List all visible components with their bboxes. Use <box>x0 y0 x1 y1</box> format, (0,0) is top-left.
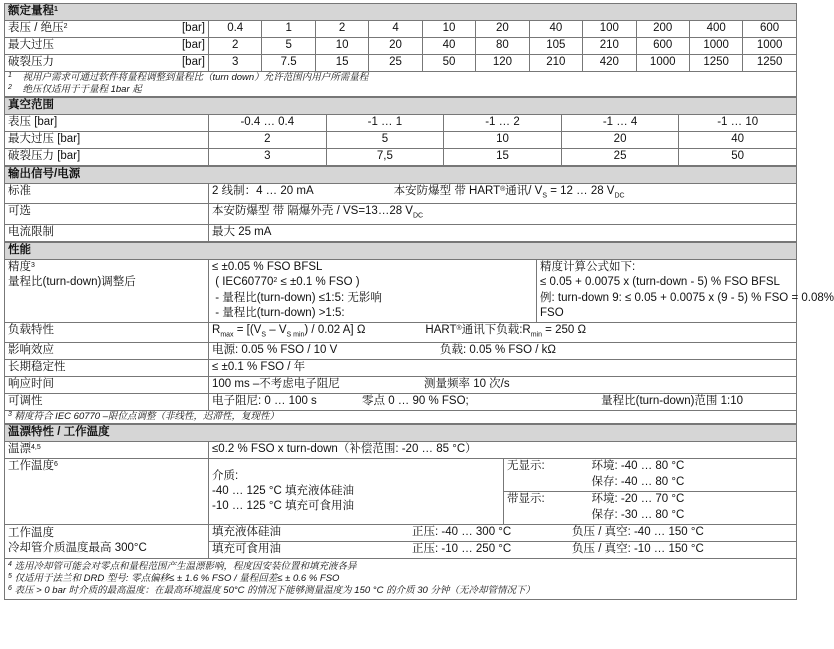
table-row: 电流限制 最大 25 mA <box>5 224 797 241</box>
rated-range-title: 额定量程$^1$ <box>5 4 797 21</box>
rated-notes: $^1$ 视用户需求可通过软件将量程调整到量程比（turn down）允许范围内用户所需量程 $^2$ 绝压仅适用于于量程 1bar 起 <box>5 72 797 97</box>
performance-table <box>4 242 834 424</box>
output-title: 输出信号/电源 <box>5 167 797 184</box>
table-row: 破裂压力 [bar] 3 7,5 15 25 50 <box>5 149 797 166</box>
table-row: 工作温度 冷却管介质温度最高 300°C 填充液体硅油 正压: -40 … 300 °C 负压 / 真空: -40 … 150 °C <box>5 524 797 541</box>
table-row: 破裂压力 [bar] 3 7.5 15 25 50 120 210 420 1000 1250 1250 <box>5 55 797 72</box>
table-row: 可选 本安防爆型 带 隔爆外壳 / VS=13…28 $V_{DC}$ <box>5 204 797 224</box>
table-row: 表压 / 绝压$^2$ [bar] 0.4 1 2 4 10 20 40 100 200 400 600 <box>5 21 797 38</box>
table-row: 最大过压 [bar] 2 5 10 20 40 80 105 210 600 1000 1000 <box>5 38 797 55</box>
table-row: 标准 2 线制：4 … 20 mA 本安防爆型 带 HART®通讯/ $V_S = 12$ … 28 $V_{DC}$ <box>5 184 797 204</box>
table-row: 带显示: 环境: -20 … 70 °C <box>5 491 797 508</box>
vacuum-title: 真空范围 <box>5 98 797 115</box>
table-row: 填充可食用油 正压: -10 … 250 °C 负压 / 真空: -10 … 150 °C <box>5 541 797 558</box>
performance-note: $^3$ 精度符合 IEC 60770 –限位点调整（非线性，迟滞性，复现性） <box>5 410 797 423</box>
table-row: 工作温度$^6$ 介质: -40 … 125 °C 填充液体硅油 -10 … 125 °C 填充可食用油 无显示: 环境: -40 … 80 °C <box>5 458 797 475</box>
output-table <box>4 166 797 242</box>
table-row: 最大过压 [bar] 2 5 10 20 40 <box>5 132 797 149</box>
table-row: 可调性 电子阻尼: 0 … 100 s 零点 0 … 90 % FSO; 量程比(turn-down)范围 1:10 <box>5 393 797 410</box>
spec-sheet <box>4 3 834 600</box>
table-row: 影响效应 电源: 0.05 % FSO / 10 V 负载: 0.05 % FSO / kΩ <box>5 342 797 359</box>
performance-title: 性能 <box>5 242 797 259</box>
table-row: 精度$^3$ 量程比(turn-down)调整后 ≤ ±0.05 % FSO BFSL ( $IEC60770^2 \le \pm 0.1$ % FSO ) - 量程比(turn-down) ≤1:5: 无影响 - 量程比(turn-down) >1:5: 精度计算公式如下: ≤ 0.05 + 0.0075 x (turn-down - 5) % FSO BFSL 例: turn-down 9: ≤ 0.05 + 0.0075 x (9 - 5) % FSO = 0.08% FSO <box>5 259 797 322</box>
table-row: 表压 [bar] -0.4 … 0.4 -1 … 1 -1 … 2 -1 … 4 -1 … 10 <box>5 115 797 132</box>
rated-range-table <box>4 3 797 97</box>
temperature-notes: $^4$ 选用冷却管可能会对零点和量程范围产生温漂影响，程度因安装位置和填充液各异 $^5$ 仅适用于法兰和 DRD 型号: 零点偏移≤ ± 1.6 % FSO / 量程回差≤ ± 0.6 % FSO $^6$ 表压 > 0 bar 时介质的最高温度：在最高环境温度 50°C 的情况下能够测量温度为 150 °C 的介质 30 分钟（无冷却管情况下） <box>5 558 797 599</box>
table-row: 长期稳定性 ≤ ±0.1 % FSO / 年 <box>5 359 797 376</box>
table-row: 保存: -30 … 80 °C <box>5 508 797 525</box>
table-row: 响应时间 100 ms –不考虑电子阻尼 测量频率 10 次/s <box>5 376 797 393</box>
table-row: 负载特性 $R_{max} = [(V_S - V_{S min}) / 0.02$ A] Ω HART®通讯下负载$:R_{min} = 250$ Ω <box>5 322 797 342</box>
table-row: 保存: -40 … 80 °C <box>5 475 797 492</box>
temperature-title: 温漂特性 / 工作温度 <box>5 424 797 441</box>
table-row: 温漂$^{4,5}$ ≤0.2 % FSO x turn-down（补偿范围: -20 … 85 °C） <box>5 441 797 458</box>
vacuum-range-table <box>4 97 797 166</box>
temperature-table <box>4 424 797 600</box>
